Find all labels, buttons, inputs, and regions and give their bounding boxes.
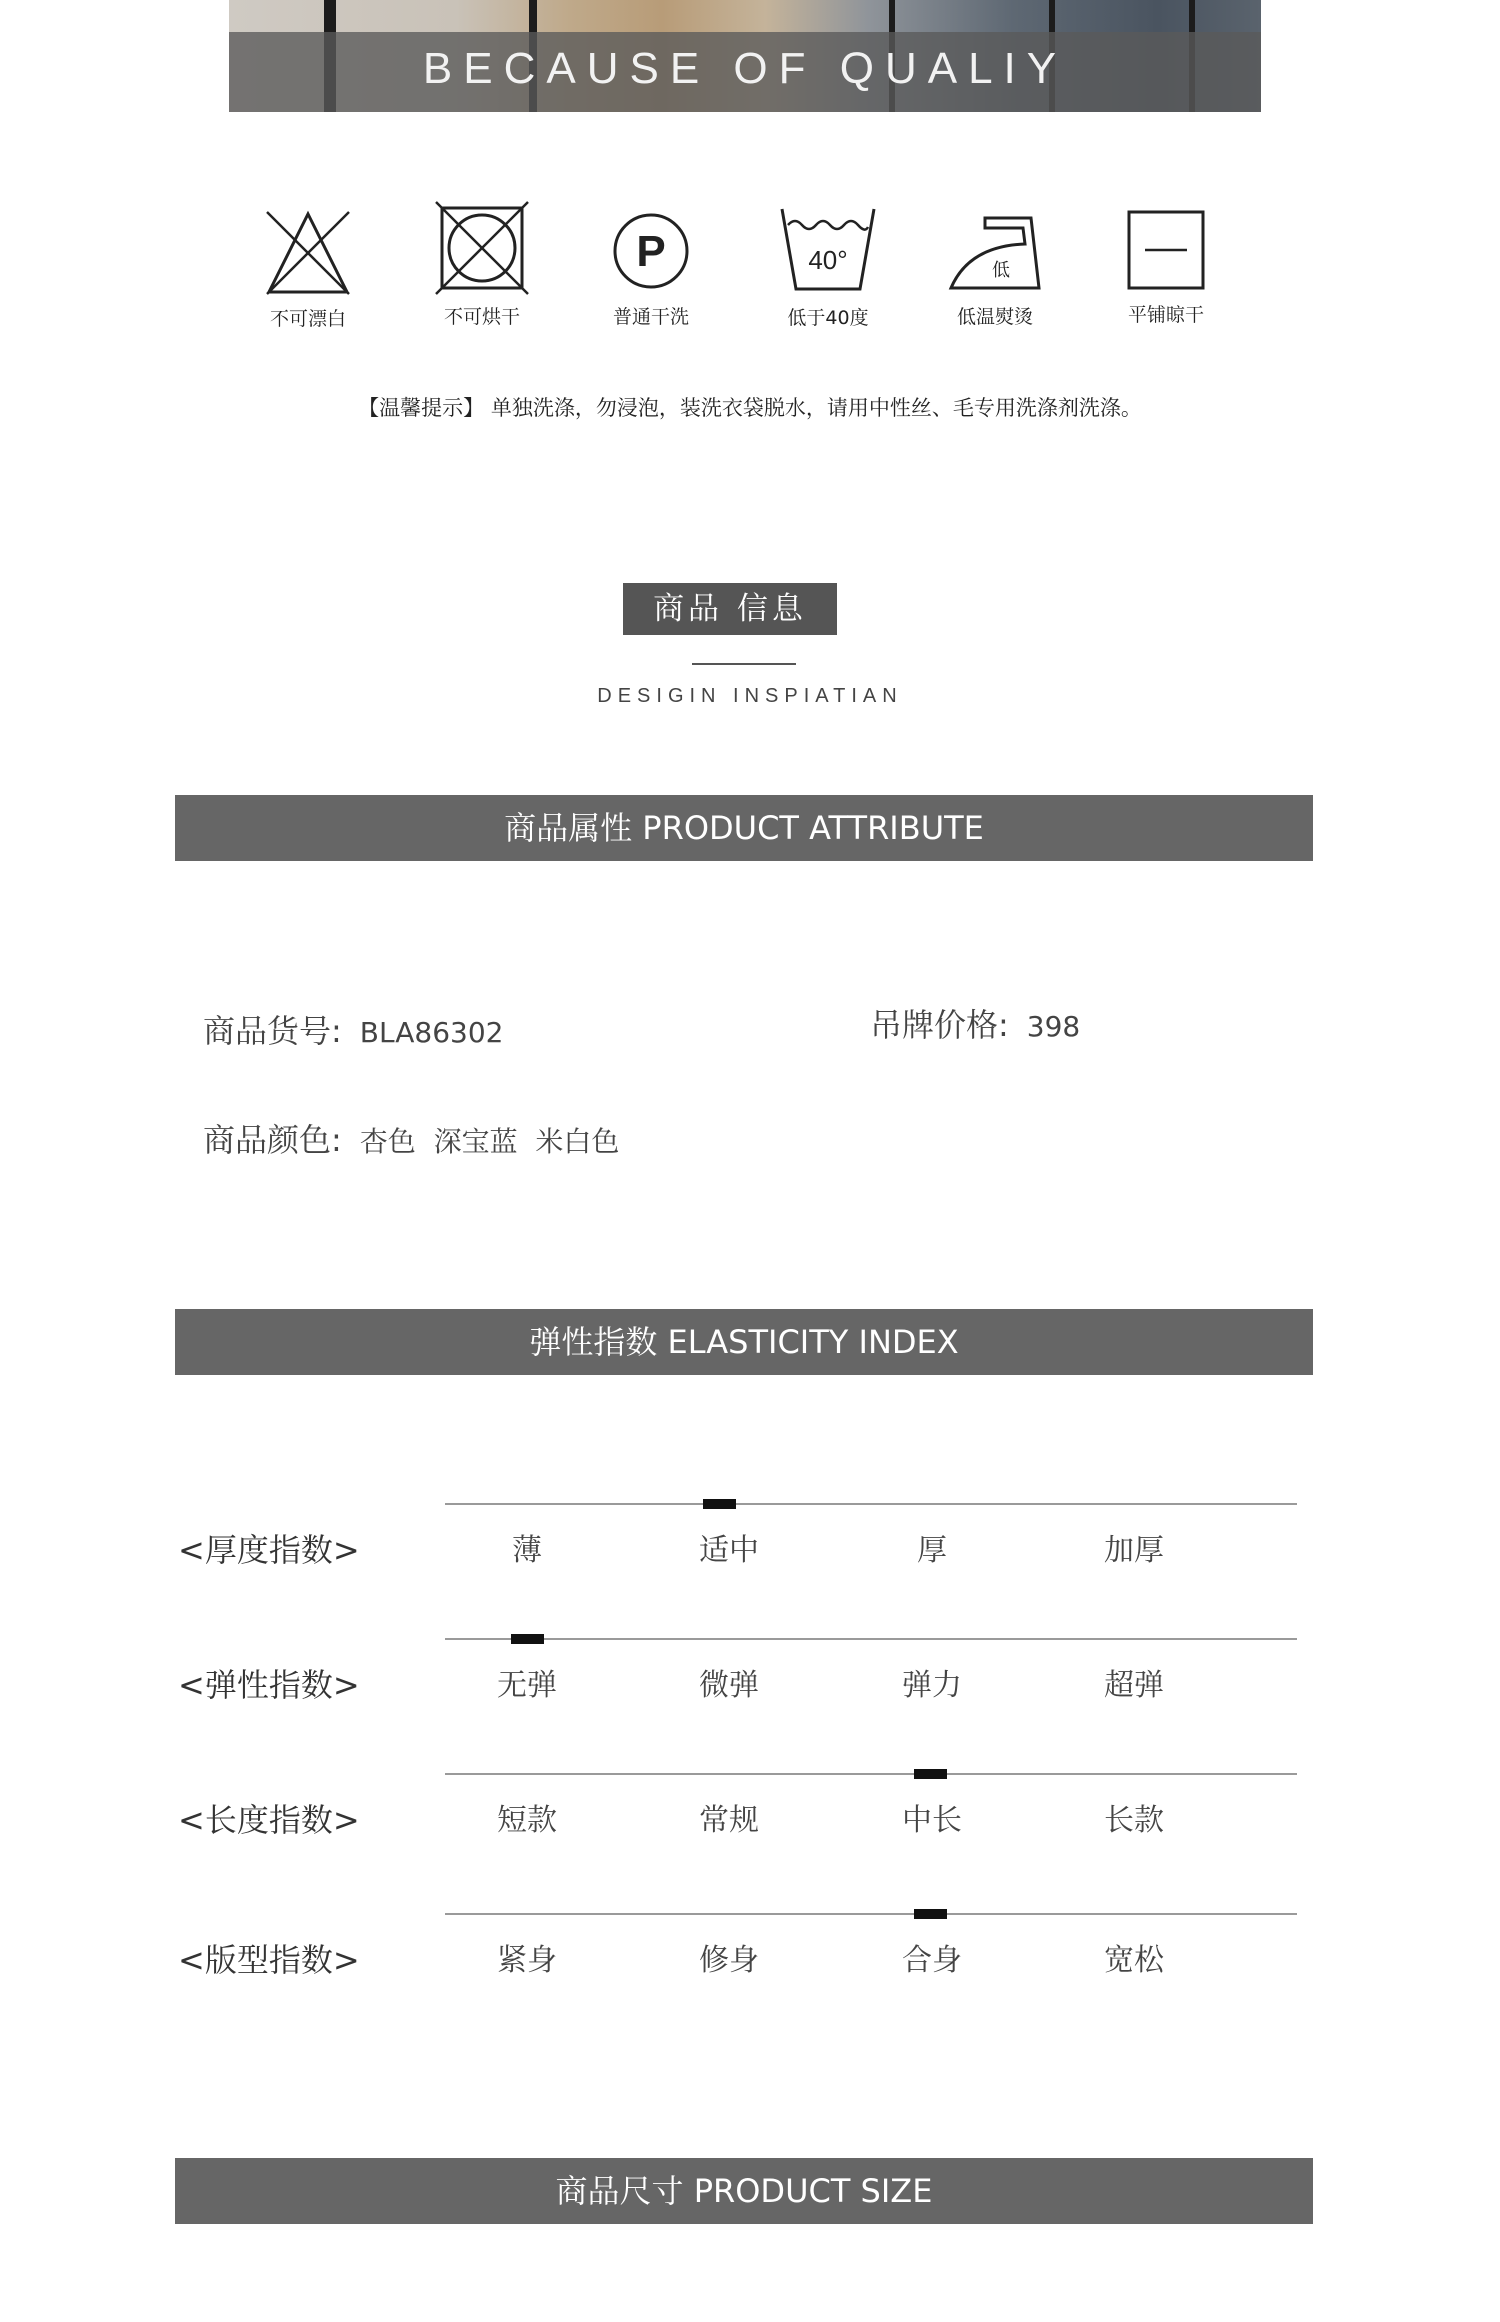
index-option: 弹力 [902, 1668, 962, 1703]
care-tip: 【温馨提示】 单独洗涤，勿浸泡，装洗衣袋脱水，请用中性丝、毛专用洗涤剂洗涤。 [358, 396, 1142, 420]
care-item-iron-low [925, 210, 1065, 329]
index-label: <长度指数> [178, 1801, 360, 1839]
care-item-dry-flat [1096, 206, 1236, 327]
dry-flat-icon [1123, 206, 1209, 294]
index-option: 修身 [699, 1943, 759, 1978]
index-label: <版型指数> [178, 1941, 360, 1979]
color-values: 杏色 深宝蓝 米白色 [359, 1125, 620, 1158]
care-item-wash-40 [758, 203, 898, 330]
color-label: 商品颜色: [203, 1121, 342, 1159]
index-option: 长款 [1104, 1803, 1164, 1838]
item-no-value: BLA86302 [359, 1016, 504, 1049]
iron-low-icon [945, 210, 1045, 296]
iron-level-text: 低 [992, 260, 1010, 281]
care-label: 不可漂白 [269, 308, 346, 330]
attribute-header: 商品属性 PRODUCT ATTRIBUTE [175, 795, 1313, 861]
index-scale-line [445, 1773, 1297, 1775]
index-label: <弹性指数> [178, 1666, 360, 1704]
index-option: 短款 [497, 1803, 557, 1838]
care-item-dry-clean [581, 206, 721, 329]
index-option: 中长 [902, 1803, 962, 1838]
index-option: 宽松 [1104, 1943, 1164, 1978]
item-no-label: 商品货号: [203, 1012, 342, 1050]
section-title: 商品 信息 [623, 583, 837, 635]
index-marker [914, 1909, 947, 1919]
care-label: 普通干洗 [612, 306, 689, 328]
wash-40-icon [776, 203, 880, 297]
index-label: <厚度指数> [178, 1531, 360, 1569]
index-marker [511, 1634, 544, 1644]
care-label: 低于40度 [787, 307, 869, 329]
svg-text:P: P [636, 227, 666, 276]
care-item-no-tumble-dry [412, 200, 552, 329]
index-option: 加厚 [1104, 1533, 1164, 1568]
dry-clean-p-icon [606, 206, 696, 296]
index-scale-line [445, 1913, 1297, 1915]
section-subtitle: DESIGIN INSPIATIAN [597, 685, 903, 707]
no-bleach-icon [263, 208, 353, 298]
price-row [870, 1000, 1080, 1046]
color-row [203, 1115, 619, 1161]
index-scale-line [445, 1638, 1297, 1640]
index-marker [703, 1499, 736, 1509]
elasticity-header: 弹性指数 ELASTICITY INDEX [175, 1309, 1313, 1375]
hero-image [229, 0, 1261, 112]
index-option: 薄 [512, 1533, 542, 1568]
hero-tagline: BECAUSE OF QUALIY [422, 44, 1068, 93]
index-option: 适中 [699, 1533, 759, 1568]
index-option: 紧身 [497, 1943, 557, 1978]
price-label: 吊牌价格: [870, 1006, 1009, 1044]
index-option: 无弹 [497, 1668, 557, 1703]
care-item-no-bleach [238, 208, 378, 331]
index-option: 合身 [902, 1943, 962, 1978]
size-header: 商品尺寸 PRODUCT SIZE [175, 2158, 1313, 2224]
divider [692, 663, 796, 665]
index-option: 厚 [917, 1533, 947, 1568]
item-no-row [203, 1006, 503, 1052]
price-value: 398 [1026, 1010, 1081, 1043]
index-marker [914, 1769, 947, 1779]
care-label: 平铺晾干 [1127, 304, 1204, 326]
care-label: 低温熨烫 [956, 306, 1033, 328]
care-label: 不可烘干 [443, 306, 520, 328]
index-scale-line [445, 1503, 1297, 1505]
no-tumble-dry-icon [434, 200, 530, 296]
index-option: 常规 [699, 1803, 759, 1838]
index-option: 超弹 [1104, 1668, 1164, 1703]
wash-temp-text: 40° [808, 245, 848, 275]
index-option: 微弹 [699, 1668, 759, 1703]
